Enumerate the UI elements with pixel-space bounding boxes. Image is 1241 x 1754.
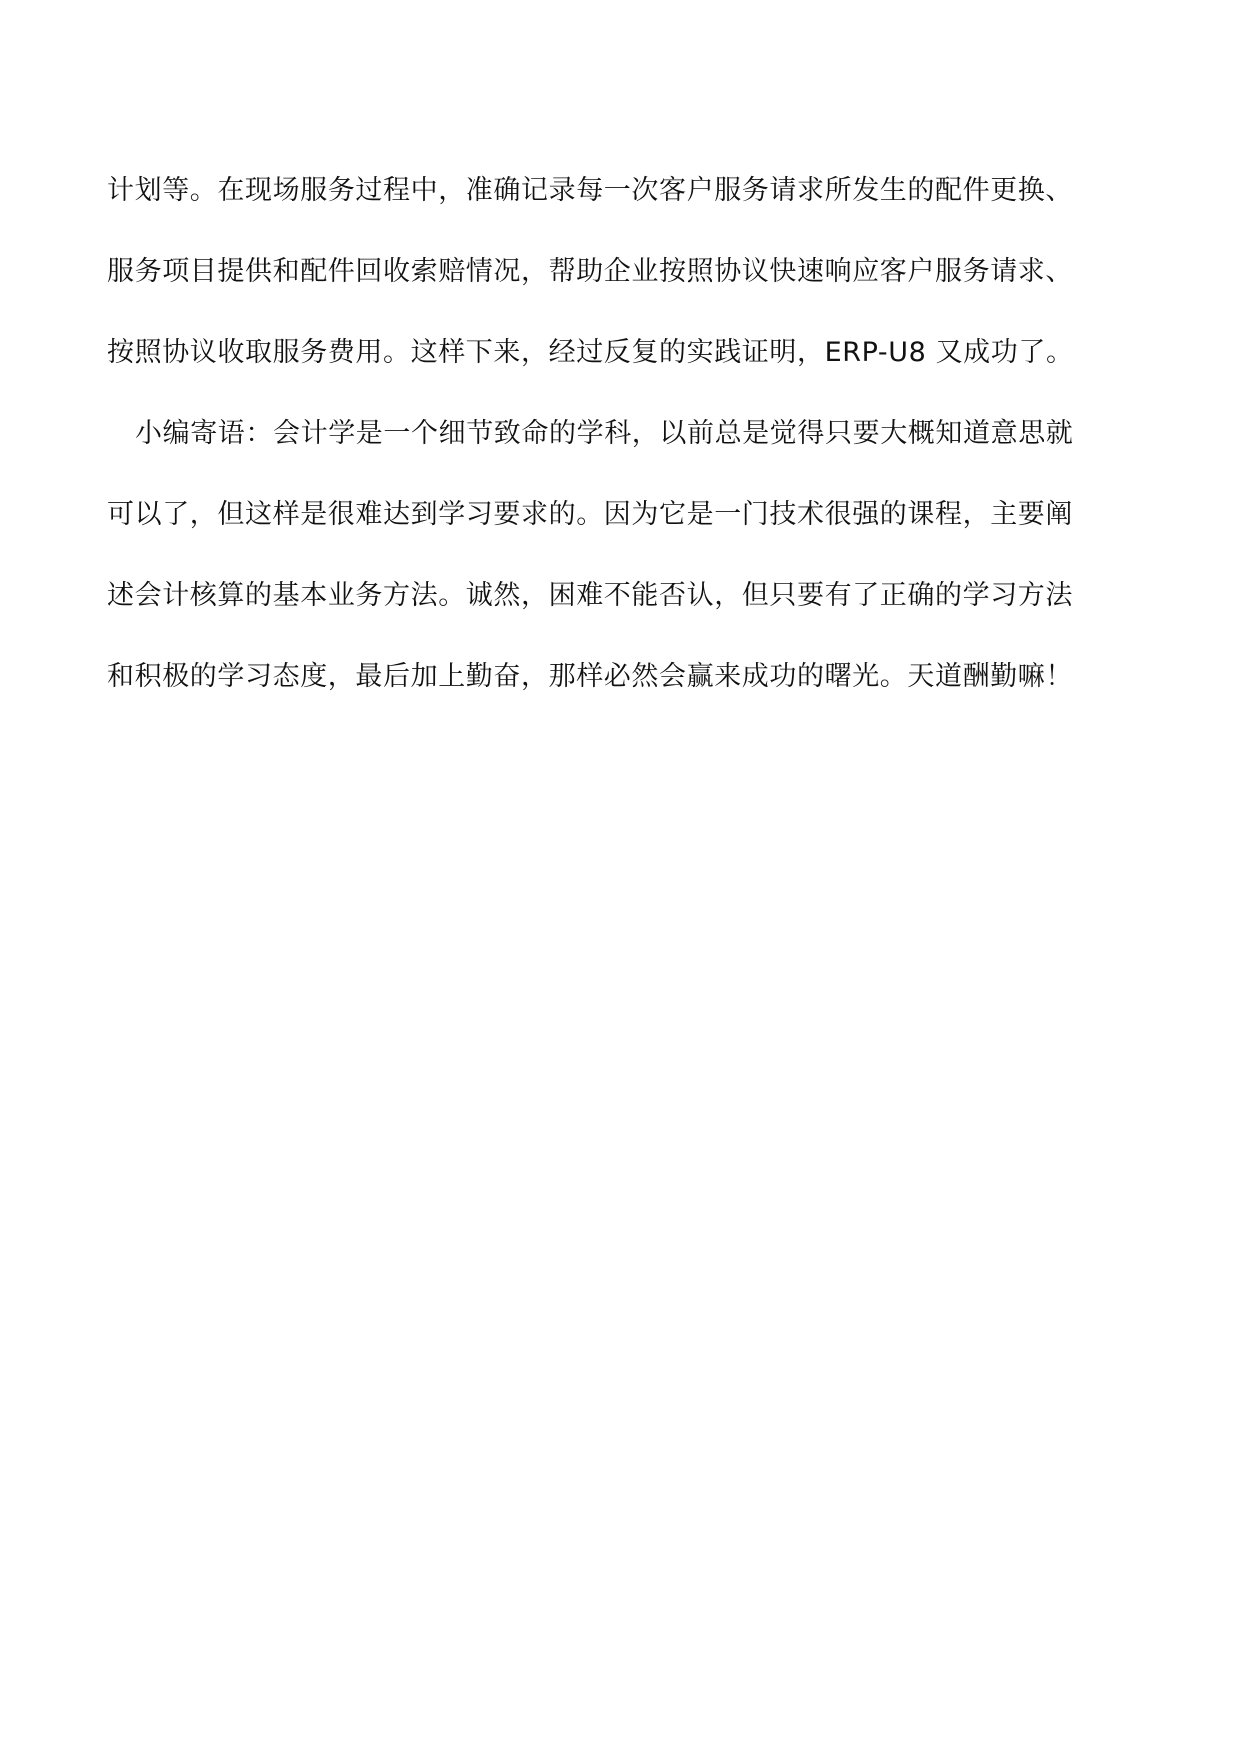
paragraph-2-line-1: 小编寄语：会计学是一个细节致命的学科，以前总是觉得只要大概知道意思就 (135, 418, 1074, 449)
paragraph-2-line-3: 述会计核算的基本业务方法。诚然，困难不能否认，但只要有了正确的学习方法 (107, 580, 1073, 611)
paragraph-1-line-1: 计划等。在现场服务过程中，准确记录每一次客户服务请求所发生的配件更换、 (107, 175, 1073, 206)
paragraph-2-line-4: 和积极的学习态度，最后加上勤奋，那样必然会赢来成功的曙光。天道酬勤嘛！ (107, 661, 1073, 692)
paragraph-1-line-2: 服务项目提供和配件回收索赔情况，帮助企业按照协议快速响应客户服务请求、 (107, 256, 1073, 287)
paragraph-2-line-2: 可以了，但这样是很难达到学习要求的。因为它是一门技术很强的课程，主要阐 (107, 499, 1073, 530)
paragraph-1-line-3: 按照协议收取服务费用。这样下来，经过反复的实践证明，ERP-U8 又成功了。 (107, 337, 1074, 368)
